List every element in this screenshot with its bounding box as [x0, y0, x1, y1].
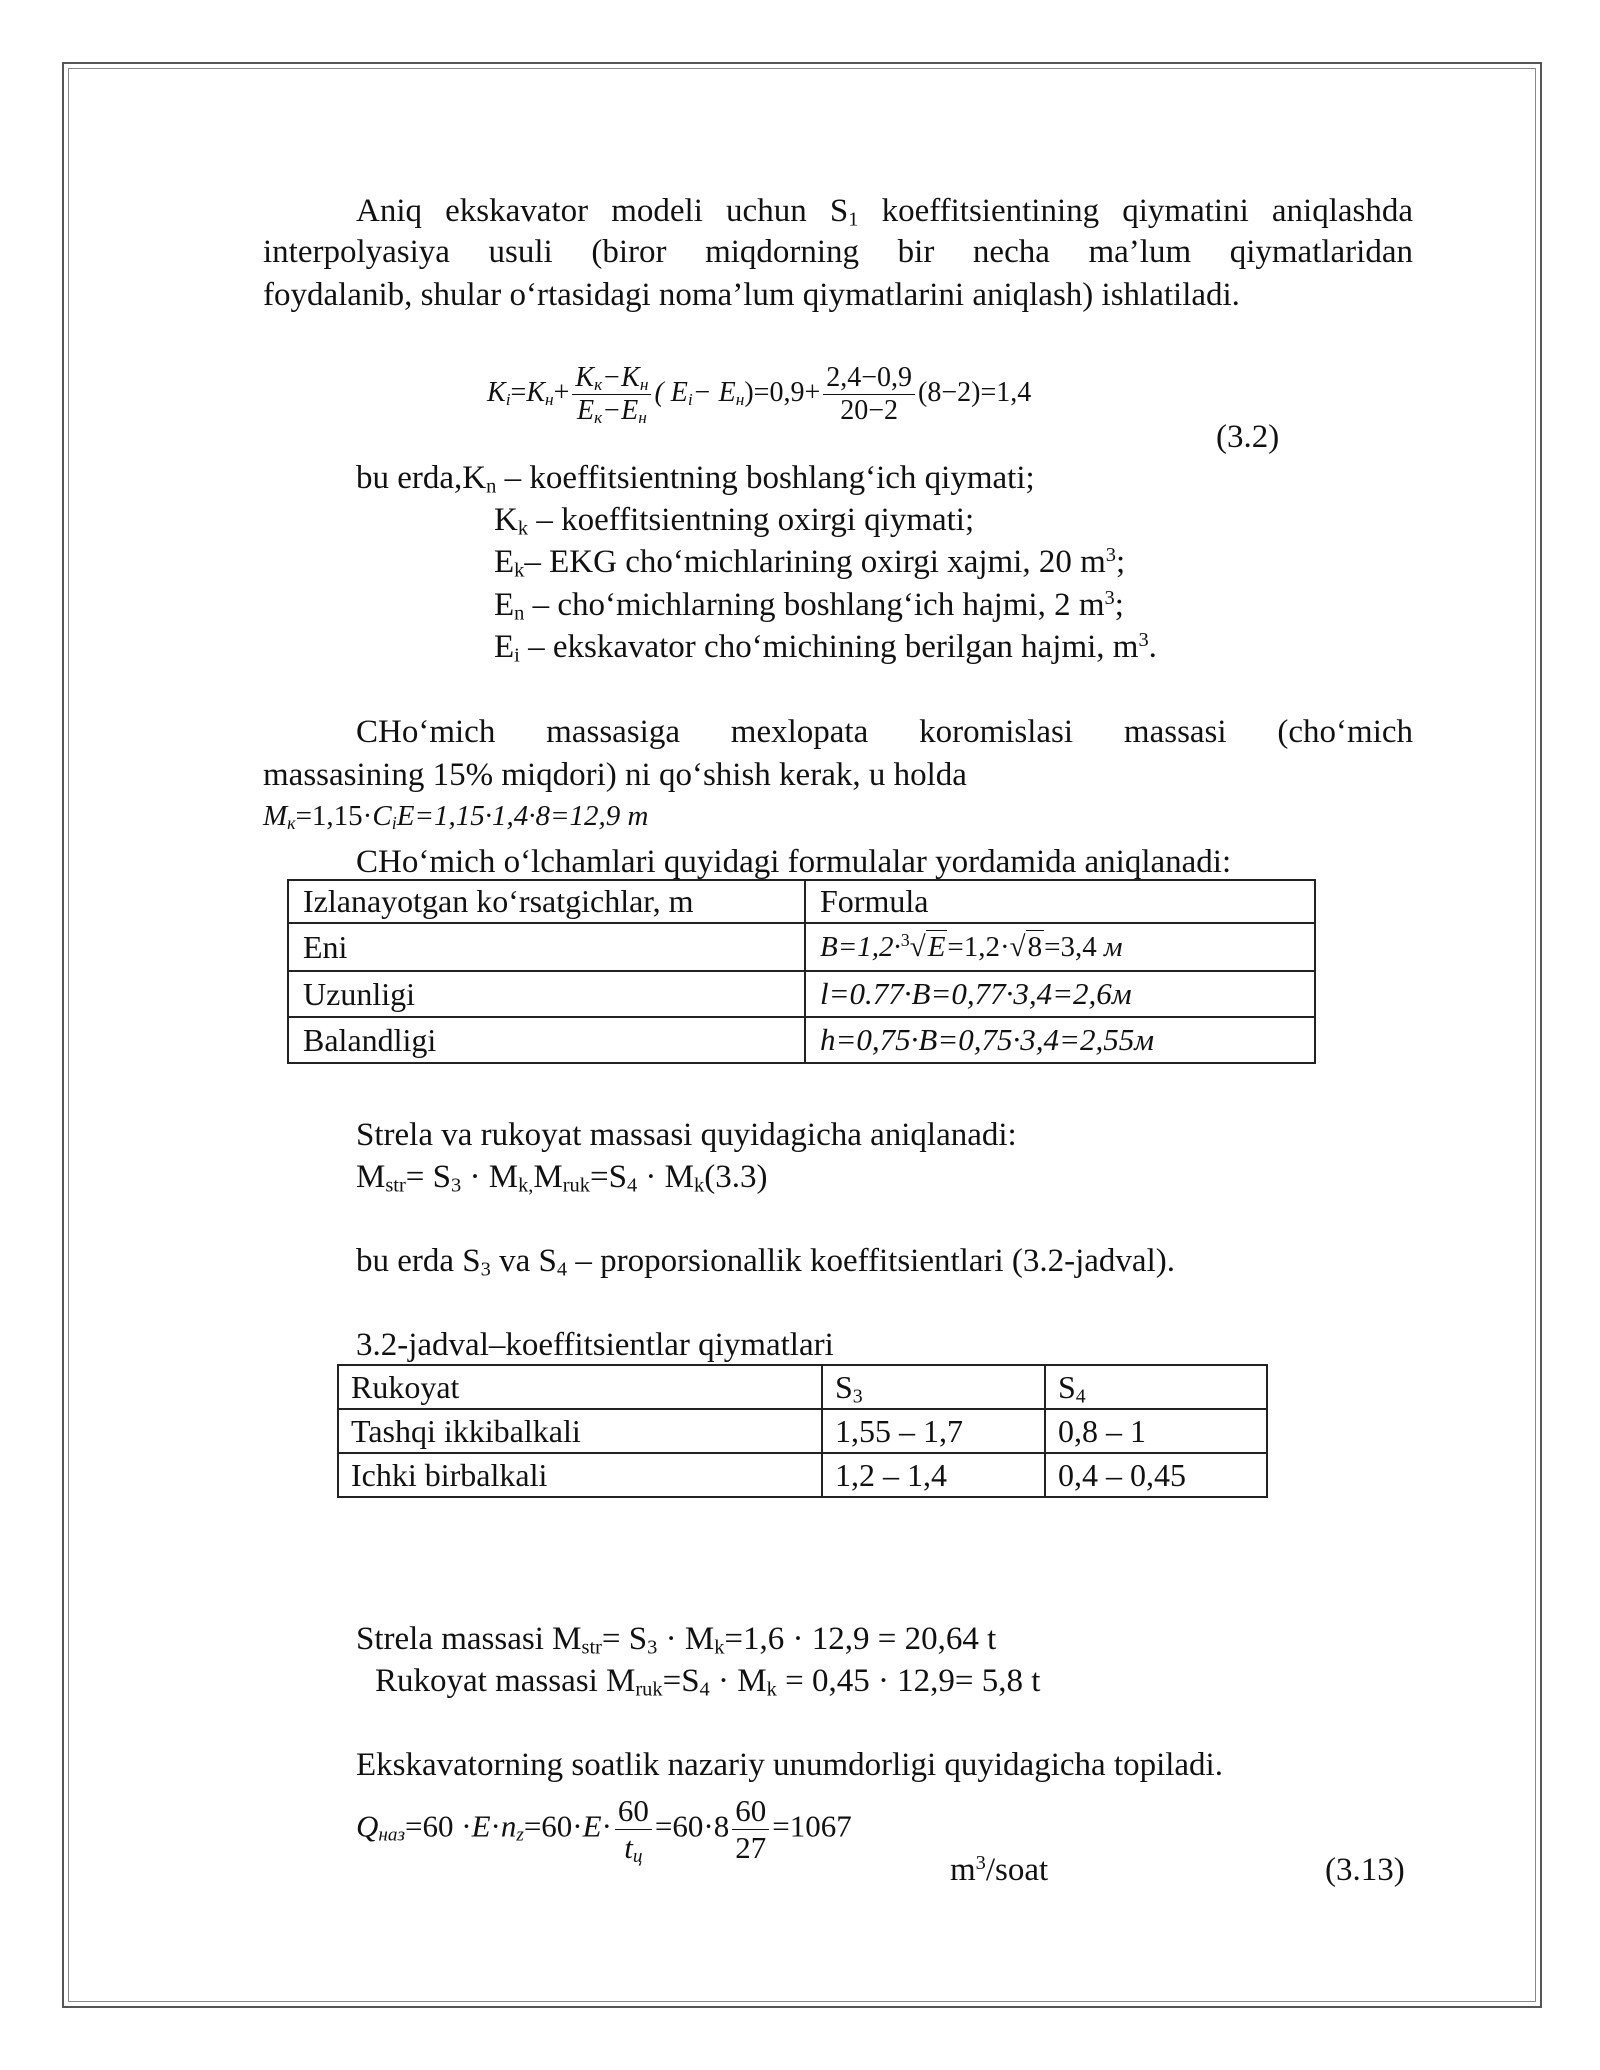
equation-3-2: $K_i=K_н+$ $\frac{K_к-K_н}{E_к-E_н}$ ( $E_i- E_н)=0,9+$ $\frac{2,4-0,9}{20-2}$ (8−2)=1,4: [487, 362, 1032, 427]
productivity-unit: $m^3$/soat: [950, 1851, 1049, 1888]
table-row: [288, 1017, 1315, 1063]
table-cell: Balandligi: [288, 1017, 805, 1063]
table-cell: Ichki birbalkali: [338, 1453, 822, 1497]
coefficients-note: bu erda $S_3$ va $S_4$ – proporsionallik koeffitsientlari (3.2-jadval).: [356, 1243, 1175, 1281]
coefficients-table: [337, 1364, 1268, 1498]
table-cell: 0,8 – 1: [1045, 1409, 1267, 1453]
strela-heading: Strela va rukoyat massasi quyidagicha aniqlanadi:: [356, 1117, 1017, 1153]
table-header-cell: Formula: [805, 880, 1315, 923]
intro-line-1: Aniq ekskavator modeli uchun $S_1$ koeffitsientining qiymatini aniqlashda: [356, 193, 1414, 231]
table-cell: 1,55 – 1,7: [822, 1409, 1045, 1453]
table-caption: 3.2-jadval–koeffitsientlar qiymatlari: [356, 1327, 834, 1363]
para2-line-2: massasining 15% miqdori) ni qo‘shish kerak, u holda: [263, 757, 967, 793]
table-header-cell: $S_4$: [1045, 1365, 1267, 1409]
table-header-row: [288, 880, 1315, 923]
para2-line-1: CHo‘mich massasiga mexlopata koromislasi massasi (cho‘mich: [356, 714, 1414, 750]
rukoyat-mass: Rukoyat massasi $M_{ruk}=S_4 \cdot M_k = 0,45 \cdot 12,9= 5,8$ t: [375, 1663, 1041, 1701]
formula-cell: h=0,75·B=0,75·3,4=2,55м: [805, 1017, 1315, 1063]
table-header-cell: Izlanayotgan ko‘rsatgichlar, m: [288, 880, 805, 923]
legend-item: $K_k$ – koeffitsientning oxirgi qiymati;: [494, 502, 975, 540]
table-cell: Uzunligi: [288, 971, 805, 1017]
productivity-formula: $Q_{наз}=60 \cdot E\cdot n_z=60\cdot E\cdot$ $\frac{60}{t_ц}$ =60·8 $\frac{60}{27}$ =1067: [356, 1793, 852, 1867]
table-header-row: [338, 1365, 1267, 1409]
table-row: [288, 971, 1315, 1017]
equation-3-13-number: (3.13): [1325, 1852, 1405, 1888]
table-row: [338, 1453, 1267, 1497]
mass-formula: $M_к=1,15\cdot C_iE=1,15\cdot 1,4\cdot 8=12,9$ m: [263, 800, 649, 833]
table-header-cell: Rukoyat: [338, 1365, 822, 1409]
productivity-heading: Ekskavatorning soatlik nazariy unumdorligi quyidagicha topiladi.: [356, 1747, 1223, 1783]
legend-item: $E_n$ – cho‘michlarning boshlang‘ich hajmi, 2 $m^3$;: [494, 586, 1124, 625]
legend-item: $E_i$ – ekskavator cho‘michining berilgan hajmi, $m^3$.: [494, 628, 1157, 667]
dimensions-table: [287, 879, 1316, 1064]
formula-3-3: $M_{str}= S_3 \cdot M_{k,}M_{ruk}=S_4 \cdot M_k(3.3)$: [356, 1159, 768, 1197]
table-cell: Eni: [288, 923, 805, 971]
table-intro: CHo‘mich o‘lchamlari quyidagi formulalar yordamida aniqlanadi:: [356, 844, 1232, 880]
table-cell: 0,4 – 0,45: [1045, 1453, 1267, 1497]
table-cell: 1,2 – 1,4: [822, 1453, 1045, 1497]
formula-cell: l=0.77·B=0,77·3,4=2,6м: [805, 971, 1315, 1017]
table-row: [288, 923, 1315, 971]
intro-line-2: interpolyasiya usuli (biror miqdorning bir necha ma’lum qiymatlaridan: [263, 234, 1413, 270]
legend-item: $E_k-$ EKG cho‘michlarining oxirgi xajmi, 20 $m^3$;: [494, 543, 1126, 582]
equation-3-2-number: (3.2): [1216, 419, 1280, 455]
table-cell: Tashqi ikkibalkali: [338, 1409, 822, 1453]
legend-intro: bu $erda,K_n$ – koeffitsientning boshlang‘ich qiymati;: [356, 460, 1035, 498]
intro-line-3: foydalanib, shular o‘rtasidagi noma’lum qiymatlarini aniqlash) ishlatiladi.: [263, 277, 1240, 313]
strela-mass: Strela massasi $M_{str}= S_3 \cdot M_k=1,6 \cdot 12,9 = 20,64$ t: [356, 1621, 997, 1659]
table-row: [338, 1409, 1267, 1453]
formula-cell: B=1,2·$^3$√E=1,2·√8=3,4 м: [805, 923, 1315, 971]
table-header-cell: $S_3$: [822, 1365, 1045, 1409]
